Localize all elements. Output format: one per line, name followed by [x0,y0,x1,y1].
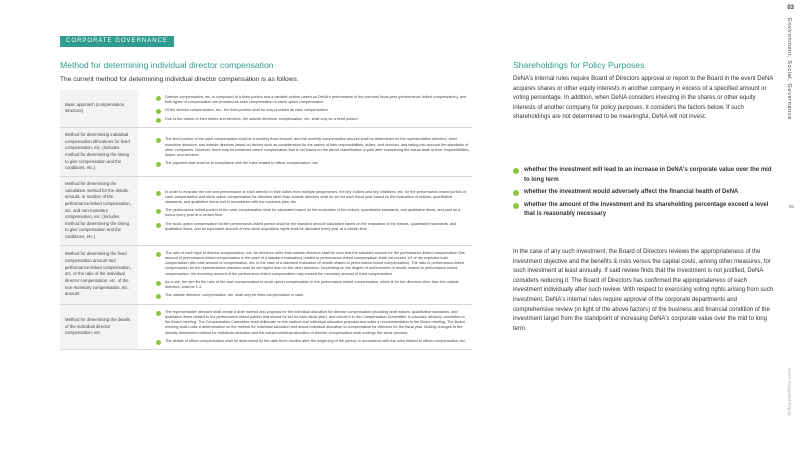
factor-item [513,166,775,185]
row-point [156,280,470,290]
table-row [60,90,472,127]
point-text: The details of officer compensation shall be determined by the date three months after the beginning of the period, in accordance with the rules related to officer compensation, etc. [165,338,467,343]
row-gap [138,245,154,304]
table-row [60,127,472,176]
point-text: The payment date shall be in compliance with the rules related to officer compensation, etc. [165,161,319,166]
compensation-table [60,90,472,350]
shareholdings-review-text: In the case of any such investment, the Board of Directors reviews the appropriateness of the investment objective and the benefits & risks versus the capital costs, among other measures, for such investment at least annually. If said review finds that the investment is not justified, DeNA considers reducing it. The Board of Directors has confirmed the appropriateness of each investment individually after such review. With respect to exercising voting rights arising from such investment, DeNA's internal rules require approval of the corporate departments and comprehensive review (in light of the above factors) of the business and financial condition of the investment target from the standpoint of increasing DeNA's corporate value over the mid to long term. [513,249,774,332]
row-point [156,117,470,122]
table-row [60,304,472,349]
point-text: Of the director compensation, etc., the fixed portion shall be only provided as cash compensation. [165,108,329,113]
row-point [156,161,470,166]
row-point [156,251,470,277]
bullet-icon [513,168,519,174]
point-text: The performance-linked portion of the cash compensation shall be calculated based on the evaluation of the indices, quantitative standards, and qualitative items, and paid as a bonus every year at a certain time. [165,208,461,218]
section-label: Environment, Social, Governance [786,18,792,120]
row-body [154,304,472,349]
point-text: Due to the nature of their duties and services, the outside directors' compensation, etc. shall only be a fixed portion. [165,116,359,121]
factor-item [513,201,775,220]
side-page-number: 80 [788,204,794,209]
row-heading: Method for determining the fixed compensation amount and performance-linked compensation, etc. or the ratio of the individual director compensation, etc. of the non-monetary compensation, etc. amount [60,245,138,304]
page-number: 03 [787,5,794,11]
row-gap [138,304,154,349]
report-label: Neo's Integrated Report [787,368,792,416]
factor-text: whether the investment will lead to an increase in DeNA's corporate value over the mid to long term [524,167,772,183]
factor-text: whether the amount of the investment and its shareholding percentage exceed a level that is reasonably necessary [524,201,769,218]
bullet-icon [513,190,519,196]
row-body [154,176,472,245]
page-title: Method for determining individual director compensation [60,60,274,70]
row-point [156,95,470,105]
bullet-icon [156,109,161,114]
point-text: As a rule, the aim for the ratio of the cash compensation to stock option compensation in the performance-linked compensation, which is for the directors other than the outside directors, shall be 1:1. [165,279,459,290]
row-heading: Method for determining individual compensation allocations for fixed compensation, etc. (includes method for determining the timing to give compensation and the conditions, etc.) [60,127,138,176]
point-text: The fixed portion of the cash compensation shall be a monthly fixed amount, and the monthly compensation amount shall be determined for the representative directors, other executive directors, and outside directors based on factors such as consideration for the nature of their responsibilities, duties, and services, and taking into account the standards of other companies. However, there may be instances where compensation that is not based on the above classification is paid after considering the actual state of their responsibilities, duties, and services. [165,137,470,158]
bullet-icon [156,340,161,345]
bullet-icon [513,203,519,209]
bullet-icon [156,223,161,228]
bullet-icon [156,162,161,167]
bullet-icon [156,191,161,196]
page-subtitle: The current method for determining individual director compensation is as follows. [60,76,299,83]
row-heading: Method for determining the calculation method for the details, amount, or number of the performance-linked compensation, etc. and non-monetary compensation, etc. (includes method for determining the timing to give compensation and the conditions, etc.) [60,176,138,245]
section-tag: CORPORATE GOVERNANCE [60,36,174,47]
row-point [156,108,470,113]
shareholdings-intro: DeNA's internal rules require Board of Directors approval or report to the Board in the event DeNA acquires shares or other equity interests in another company in excess of a specified amount or voting percentage. In addition, when DeNA considers investing in the shares or other equity interests of another company for policy purposes, it considers the factors below. If such shareholdings are not determined to be meaningful, DeNA will not invest. [513,76,773,121]
row-point [156,293,470,298]
shareholdings-factor-list [513,166,775,223]
row-point [156,339,470,344]
row-heading: Basic approach (compensation structure) [60,90,138,127]
point-text: In order to evaluate the role and performance of each director in their duties from multiple perspectives, the key indices and key initiatives, etc. for the performance-linked portion of cash compensation and stock option compensation for directors other than outside directors shall be set for each fiscal year based on the evaluation of indices, quantitative standards, and qualitative items and in accordance with the business plan, etc. [165,189,466,204]
row-gap [138,176,154,245]
table-row [60,176,472,245]
bullet-icon [156,118,161,123]
row-gap [138,127,154,176]
bullet-icon [156,311,161,316]
row-point [156,137,470,158]
row-point [156,310,470,336]
bullet-icon [156,138,161,143]
bullet-icon [156,252,161,257]
shareholdings-heading: Shareholdings for Policy Purposes [513,60,645,70]
row-point [156,222,470,232]
row-body [154,127,472,176]
bullet-icon [156,281,161,286]
row-gap [138,90,154,127]
row-point [156,190,470,206]
point-text: Director compensation, etc. is composed of a fixed portion and a variable portion based on DeNA's performance in the previous fiscal year (performance-linked compensation), and both types of compensation are provided as cash compensation or stock option compensation. [165,95,467,105]
table-row [60,245,472,304]
factor-text: whether the investment would adversely affect the financial health of DeNA [524,189,739,196]
bullet-icon [156,209,161,214]
factor-item [513,188,775,198]
point-text: The representative directors shall create a draft method and proposal for the individual allocation for director compensation (including draft indices, quantitative standards, and qualitative items related to the performance-linked portion that should be set for each fiscal year), and submit it to the Compensation Committee. A voluntary advisory committee to the Board meeting. The Compensation Committee shall deliberate on the method and individual allocation proposal and make a recommendation to the Board meeting. The Board meeting shall make a determination on the method for individual allocation and actual individual allocation of compensation for directors for the fiscal year. Making changes to the already determined method for individual allocation and the actual individual allocation of director compensation shall undergo the same process. [165,309,465,335]
point-text: The stock option compensation for the performance-linked portion shall be the standard amount calculated based on the evaluation of the indices, quantitative standards, and qualitative items, and an equivalent amount of new stock acquisition rights shall be allocated every year at a certain time. [165,221,457,231]
row-body [154,245,472,304]
row-body [154,90,472,127]
bullet-icon [156,294,161,299]
point-text: The ratio of each type of director compensation, etc. for directors other than outside directors shall be such that the standard amount for the performance-linked compensation (the amount of performance-linked compensation in the case of a standard evaluation) related to performance-linked compensation shall not exceed 1/2 of the expected total compensation (the total amount of compensation, etc. in the case of a standard evaluation of results related to performance-linked compensation). The ratio of performance-linked compensation for the representative directors shall be set higher than for the other directors. Depending on the degree of achievement of results related to performance-linked compensation, the monetary amount of the performance-linked compensation may exceed the monetary amount of fixed compensation. [165,250,465,276]
row-point [156,208,470,218]
point-text: The outside directors' compensation, etc. shall only be fixed compensation in cash. [165,293,305,298]
bullet-icon [156,96,161,101]
row-heading: Method for determining the details of the individual director compensation, etc. [60,304,138,349]
